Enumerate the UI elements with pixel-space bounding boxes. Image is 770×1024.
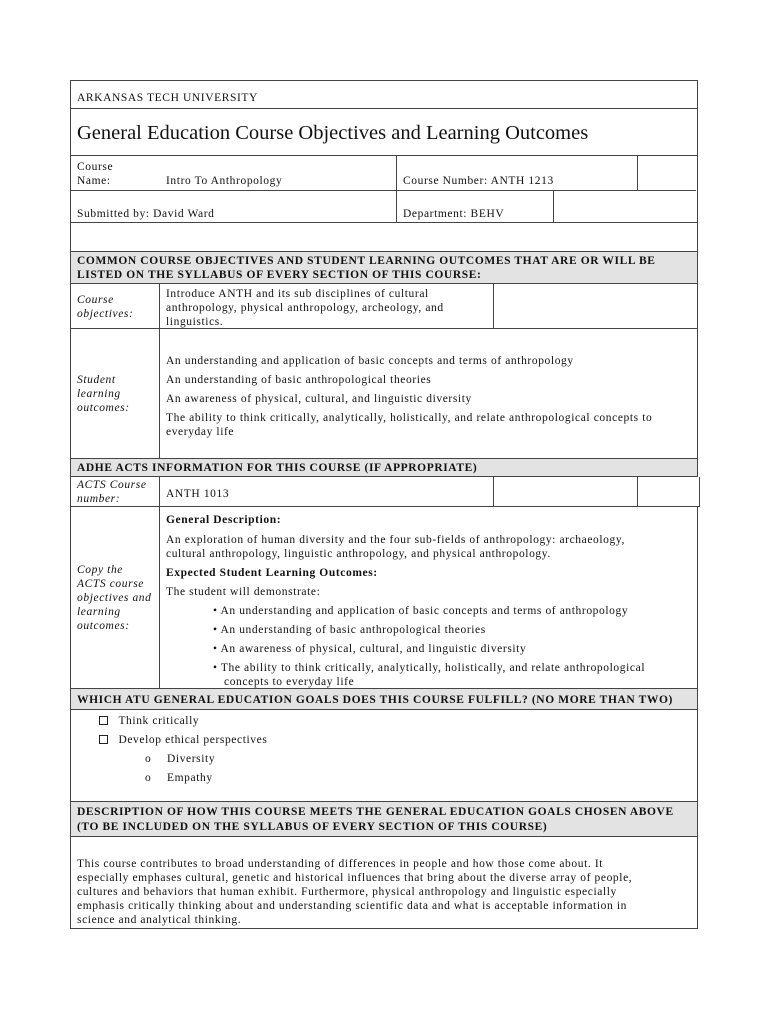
- copy-label: learning: [77, 606, 121, 618]
- acts-objectives-row: [70, 507, 698, 689]
- acts-outcome-item: • An understanding and application of basic concepts and terms of anthropology: [213, 605, 629, 617]
- adhe-header-text: ADHE ACTS INFORMATION FOR THIS COURSE (IF APPROPRIATE): [77, 462, 478, 474]
- cell-divider: [159, 329, 160, 459]
- course-name-label-2: Name:: [77, 175, 111, 187]
- sub-bullet-icon: o: [145, 772, 152, 784]
- sub-goal-empathy: Empathy: [167, 772, 213, 784]
- common-header-line-2: LISTED ON THE SYLLABUS OF EVERY SECTION OF THIS COURSE:: [77, 269, 482, 281]
- copy-label: objectives and: [77, 592, 152, 604]
- objective-line: linguistics.: [166, 316, 224, 328]
- copy-label: ACTS course: [77, 578, 144, 590]
- description-line: especially emphases cultural, genetic and historical influences that bring about the diverse array of people,: [77, 872, 633, 884]
- spacer-row: [70, 222, 698, 251]
- cell-divider: [493, 477, 494, 507]
- acts-number-row: [70, 477, 700, 507]
- sub-bullet-icon: o: [145, 753, 152, 765]
- description-header: [70, 802, 698, 837]
- outcomes-label: Student: [77, 374, 116, 386]
- goals-row: [70, 710, 698, 802]
- goal-think-critically[interactable]: [99, 714, 199, 729]
- acts-outcome-item: • An awareness of physical, cultural, and linguistic diversity: [213, 643, 527, 655]
- student-will-demonstrate: The student will demonstrate:: [166, 586, 321, 598]
- description-line: emphasis critically thinking about and understanding scientific data and what is acceptable information in: [77, 900, 627, 912]
- university-row: [70, 80, 698, 109]
- description-line: cultures and behaviors that human exhibit. Furthermore, physical anthropology and linguistic especially: [77, 886, 617, 898]
- general-description-heading: General Description:: [166, 514, 282, 526]
- course-name-label: Course: [77, 161, 114, 173]
- course-name-value: Intro To Anthropology: [166, 175, 283, 187]
- outcomes-label-2: learning: [77, 388, 121, 400]
- course-objectives-row: [70, 284, 698, 329]
- submitted-row: [70, 190, 698, 222]
- acts-label-2: number:: [77, 493, 121, 505]
- cell-divider: [396, 190, 397, 222]
- cell-divider: [159, 477, 160, 507]
- objective-line: Introduce ANTH and its sub disciplines of cultural: [166, 288, 429, 300]
- description-line: This course contributes to broad understanding of differences in people and how those come about. It: [77, 858, 604, 870]
- adhe-header: [70, 459, 698, 477]
- university-name: ARKANSAS TECH UNIVERSITY: [77, 92, 258, 104]
- goal-label: Think critically: [118, 715, 200, 727]
- general-description-line: An exploration of human diversity and the four sub-fields of anthropology: archaeology,: [166, 534, 625, 546]
- cell-divider: [159, 507, 160, 689]
- outcomes-label-3: outcomes:: [77, 402, 130, 414]
- copy-label: Copy the: [77, 564, 123, 576]
- acts-label: ACTS Course: [77, 479, 147, 491]
- cell-divider: [493, 284, 494, 329]
- expected-outcomes-heading: Expected Student Learning Outcomes:: [166, 567, 378, 579]
- goals-header-text: WHICH ATU GENERAL EDUCATION GOALS DOES THIS COURSE FULFILL? (NO MORE THAN TWO): [77, 694, 673, 706]
- goal-ethical-perspectives[interactable]: [99, 733, 267, 748]
- copy-label: outcomes:: [77, 620, 130, 632]
- goal-label: Develop ethical perspectives: [118, 734, 268, 746]
- cell-divider: [553, 190, 554, 222]
- department-value: Department: BEHV: [403, 208, 505, 220]
- common-objectives-header: [70, 251, 698, 284]
- checkbox-icon[interactable]: [99, 716, 108, 725]
- general-description-line: cultural anthropology, linguistic anthropology, and physical anthropology.: [166, 548, 551, 560]
- description-body: [70, 837, 698, 929]
- course-name-row: [70, 156, 698, 190]
- cell-divider: [697, 190, 698, 222]
- description-line: science and analytical thinking.: [77, 914, 242, 926]
- goals-header: [70, 689, 698, 710]
- common-header-line-1: COMMON COURSE OBJECTIVES AND STUDENT LEARNING OUTCOMES THAT ARE OR WILL BE: [77, 255, 656, 267]
- outcome-item: An awareness of physical, cultural, and linguistic diversity: [166, 393, 472, 405]
- learning-outcomes-row: [70, 329, 698, 459]
- description-header-line-1: DESCRIPTION OF HOW THIS COURSE MEETS THE GENERAL EDUCATION GOALS CHOSEN ABOVE: [77, 806, 674, 818]
- acts-outcome-item: • An understanding of basic anthropological theories: [213, 624, 486, 636]
- submitted-by: Submitted by: David Ward: [77, 208, 215, 220]
- course-number-value: Course Number: ANTH 1213: [403, 175, 554, 187]
- objectives-label-2: objectives:: [77, 308, 134, 320]
- checkbox-icon[interactable]: [99, 735, 108, 744]
- objectives-label: Course: [77, 294, 114, 306]
- page-title: General Education Course Objectives and Learning Outcomes: [77, 122, 589, 144]
- outcome-item: The ability to think critically, analytically, holistically, and relate anthropological concepts to: [166, 412, 653, 424]
- sub-goal-diversity: Diversity: [167, 753, 216, 765]
- outcome-item: everyday life: [166, 426, 235, 438]
- acts-outcome-item: concepts to everyday life: [224, 676, 355, 688]
- acts-outcome-item: • The ability to think critically, analytically, holistically, and relate anthropological: [213, 662, 646, 674]
- title-row: [70, 109, 698, 156]
- outcome-item: An understanding of basic anthropological theories: [166, 374, 432, 386]
- outcome-item: An understanding and application of basic concepts and terms of anthropology: [166, 355, 574, 367]
- objective-line: anthropology, physical anthropology, archeology, and: [166, 302, 444, 314]
- description-header-line-2: (TO BE INCLUDED ON THE SYLLABUS OF EVERY SECTION OF THIS COURSE): [77, 821, 548, 833]
- acts-number-value: ANTH 1013: [166, 488, 230, 500]
- cell-divider: [396, 156, 397, 190]
- cell-divider: [159, 284, 160, 329]
- cell-divider: [637, 156, 638, 190]
- cell-divider: [637, 477, 638, 507]
